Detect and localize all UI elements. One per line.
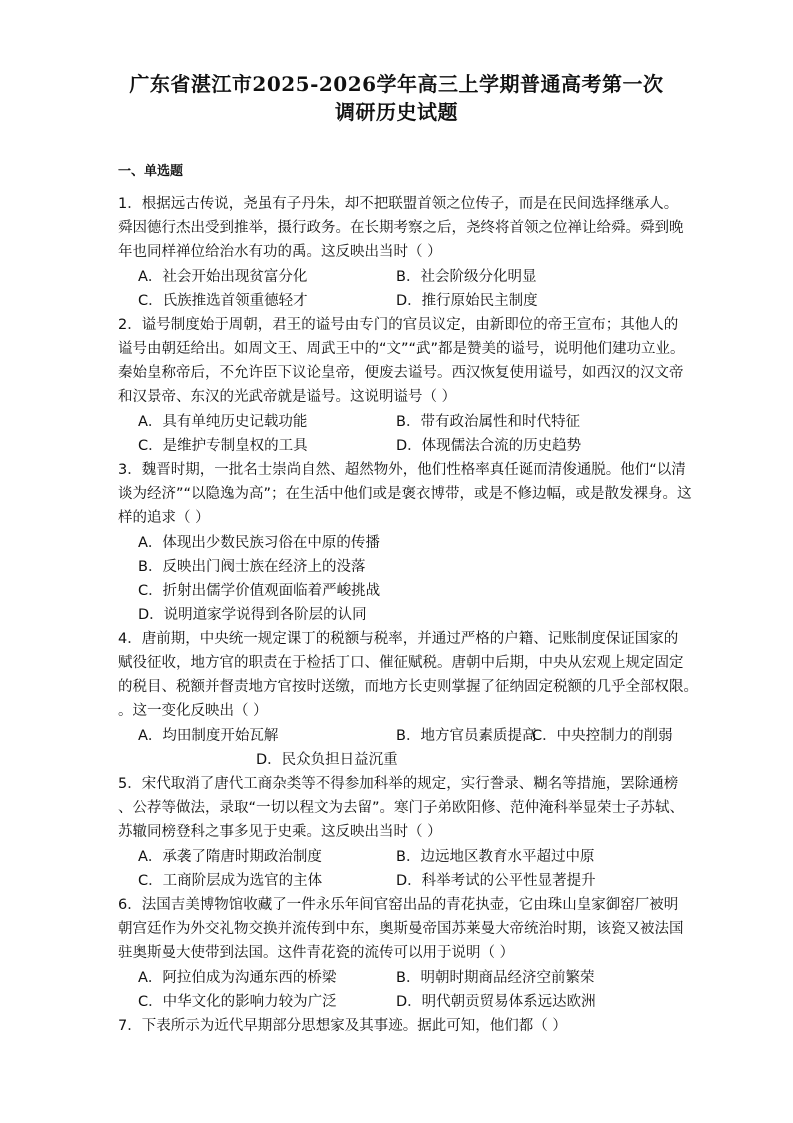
question-6-line-2: 朝宫廷作为外交礼物交换并流传到中东，奥斯曼帝国苏莱曼大帝统治时期，该瓷又被法国 xyxy=(118,921,684,937)
question-1-line-3: 年也同样禅位给治水有功的禹。这反映出当时（ ） xyxy=(118,244,442,260)
question-6-option-b[interactable]: B．明朝时期商品经济空前繁荣 xyxy=(396,970,595,986)
question-3-line-3: 样的追求（ ） xyxy=(118,510,210,526)
question-4-option-a[interactable]: A．均田制度开始瓦解 xyxy=(138,728,279,744)
question-1-option-d[interactable]: D．推行原始民主制度 xyxy=(396,293,538,309)
question-4-line-4: 。这一变化反映出（ ） xyxy=(118,703,268,719)
question-4-line-2: 赋役征收，地方官的职责在于检括丁口、催征赋税。唐朝中后期，中央从宏观上规定固定 xyxy=(118,655,684,671)
section-heading: 一、单选题 xyxy=(118,164,184,179)
question-5-option-c[interactable]: C．工商阶层成为选官的主体 xyxy=(138,873,323,889)
exam-title-line2: 调研历史试题 xyxy=(335,100,458,124)
question-5-option-d[interactable]: D．科举考试的公平性显著提升 xyxy=(396,873,596,889)
question-3-option-b[interactable]: B．反映出门阀士族在经济上的没落 xyxy=(138,559,366,575)
question-5-option-a[interactable]: A．承袭了隋唐时期政治制度 xyxy=(138,849,322,865)
question-1-option-a[interactable]: A．社会开始出现贫富分化 xyxy=(138,269,308,285)
question-4-line-1: 4．唐前期，中央统一规定课丁的税额与税率，并通过严格的户籍、记账制度保证国家的 xyxy=(118,631,679,647)
question-5-line-1: 5．宋代取消了唐代工商杂类等不得参加科举的规定，实行誊录、糊名等措施，罢除通榜 xyxy=(118,776,679,792)
exam-title-line1: 广东省湛江市2025-2026学年高三上学期普通高考第一次 xyxy=(129,72,664,96)
question-1-option-b[interactable]: B．社会阶级分化明显 xyxy=(396,269,537,285)
question-6-option-c[interactable]: C．中华文化的影响力较为广泛 xyxy=(138,994,337,1010)
question-5-option-b[interactable]: B．边远地区教育水平超过中原 xyxy=(396,849,595,865)
question-2-line-1: 2．谥号制度始于周朝，君王的谥号由专门的官员议定，由新即位的帝王宣布；其他人的 xyxy=(118,317,679,333)
question-3-option-c[interactable]: C．折射出儒学价值观面临着严峻挑战 xyxy=(138,583,381,599)
question-1-line-2: 舜因德行杰出受到推举，摄行政务。在长期考察之后，尧终将首领之位禅让给舜。舜到晚 xyxy=(118,220,684,236)
question-2-option-d[interactable]: D．体现儒法合流的历史趋势 xyxy=(396,438,582,454)
question-2-option-b[interactable]: B．带有政治属性和时代特征 xyxy=(396,414,580,430)
question-4-option-b[interactable]: B．地方官员素质提高 xyxy=(396,728,537,744)
question-4-option-c[interactable]: C．中央控制力的削弱 xyxy=(532,728,673,744)
question-3-option-a[interactable]: A．体现出少数民族习俗在中原的传播 xyxy=(138,535,380,551)
question-3-option-d[interactable]: D．说明道家学说得到各阶层的认同 xyxy=(138,607,367,623)
question-5-line-3: 苏辙同榜登科之事多见于史乘。这反映出当时（ ） xyxy=(118,824,442,840)
question-6-line-3: 驻奥斯曼大使带到法国。这件青花瓷的流传可以用于说明（ ） xyxy=(118,945,515,961)
question-4-option-d[interactable]: D．民众负担日益沉重 xyxy=(256,752,398,768)
question-4-line-3: 的税目、税额并督责地方官按时送缴，而地方长吏则掌握了征纳固定税额的几乎全部权限。 xyxy=(118,679,698,695)
question-6-option-a[interactable]: A．阿拉伯成为沟通东西的桥梁 xyxy=(138,970,337,986)
question-2-line-3: 秦始皇称帝后，不允许臣下议论皇帝，便废去谥号。西汉恢复使用谥号，如西汉的汉文帝 xyxy=(118,365,684,381)
question-2-line-2: 谥号由朝廷给出。如周文王、周武王中的“文”“武”都是赞美的谥号，说明他们建功立业。 xyxy=(118,341,685,357)
question-2-option-c[interactable]: C．是维护专制皇权的工具 xyxy=(138,438,308,454)
question-6-line-1: 6．法国吉美博物馆收藏了一件永乐年间官窑出品的青花执壶，它由珠山皇家御窑厂被明 xyxy=(118,897,679,913)
question-1-option-c[interactable]: C．氏族推选首领重德轻才 xyxy=(138,293,308,309)
question-5-line-2: 、公荐等做法，录取“一切以程文为去留”。寒门子弟欧阳修、范仲淹科举显荣士子苏轼、 xyxy=(118,800,685,816)
question-2-option-a[interactable]: A．具有单纯历史记载功能 xyxy=(138,414,308,430)
question-3-line-2: 谈为经济”“以隐逸为高”；在生活中他们或是褒衣博带，或是不修边幅，或是散发裸身。这 xyxy=(118,486,692,502)
question-6-option-d[interactable]: D．明代朝贡贸易体系远达欧洲 xyxy=(396,994,596,1010)
question-7-line-1: 7．下表所示为近代早期部分思想家及其事迹。据此可知，他们都（ ） xyxy=(118,1018,567,1034)
question-2-line-4: 和汉景帝、东汉的光武帝就是谥号。这说明谥号（ ） xyxy=(118,389,457,405)
question-3-line-1: 3．魏晋时期，一批名士崇尚自然、超然物外，他们性格率真任诞而清俊通脱。他们“以清 xyxy=(118,462,686,478)
question-1-line-1: 1．根据远古传说，尧虽有子丹朱，却不把联盟首领之位传子，而是在民间选择继承人。 xyxy=(118,196,679,212)
